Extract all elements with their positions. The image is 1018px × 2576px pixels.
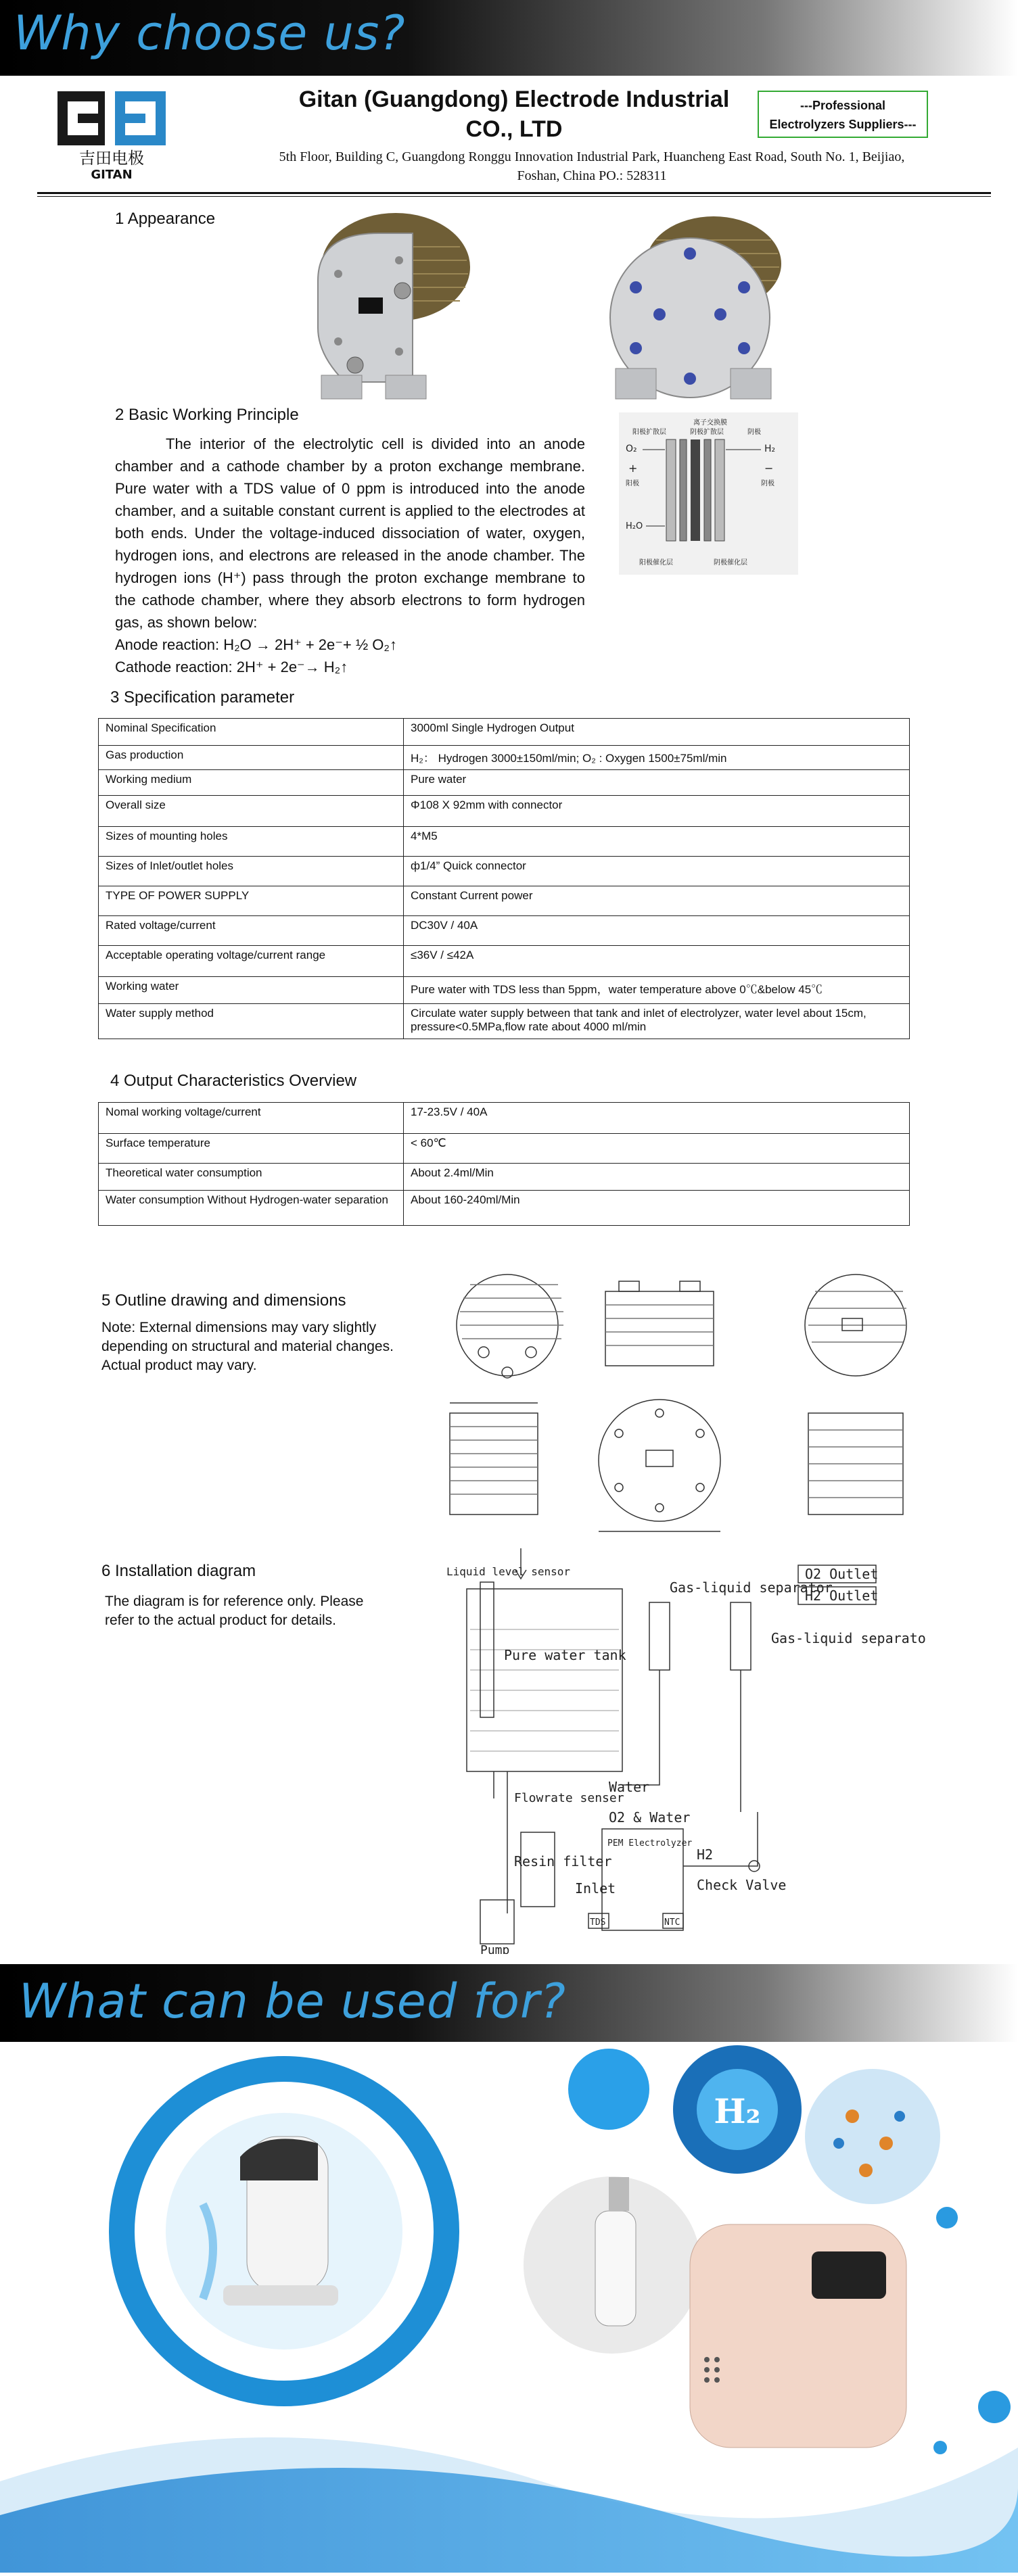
- diagram-label-cathode-catalyst: 阴极催化层: [714, 559, 747, 567]
- top-banner: [0, 0, 1018, 76]
- spec-table: [98, 718, 910, 1039]
- outline-note: Note: External dimensions may vary slightly depending on structural and material changes. Actual product may vary.: [101, 1320, 394, 1373]
- outline-top-dim-view: [599, 1400, 720, 1531]
- spec-label: Water supply method: [99, 1004, 404, 1039]
- electrolyzer-back-image: [595, 206, 798, 409]
- spec-row: [99, 746, 910, 770]
- spec-row: [99, 977, 910, 1004]
- diagram-label-cathode-diffusion: 阴极扩散层: [690, 429, 724, 436]
- spec-heading: 3 Specification parameter: [110, 688, 295, 707]
- diagram-label-anode-diffusion: 阳极扩散层: [632, 429, 666, 436]
- usage-illustration: [0, 2042, 1018, 2573]
- output-label: Water consumption Without Hydrogen-water separation: [99, 1191, 404, 1226]
- spec-row: [99, 770, 910, 796]
- output-value: About 160-240ml/Min: [404, 1191, 910, 1226]
- install-heading: 6 Installation diagram: [101, 1562, 256, 1580]
- badge-line2: Electrolyzers Suppliers---: [769, 118, 917, 131]
- hydrogen-generator-image: [690, 2224, 906, 2448]
- spec-value: ≤36V / ≤42A: [404, 946, 910, 977]
- diagram-label-cathode: 阴极: [761, 480, 774, 487]
- outline-drawings: [443, 1258, 930, 1542]
- usage-banner-title: What can be used for?: [19, 1974, 566, 2029]
- outline-iso-view-1: [457, 1274, 563, 1378]
- h2-icon-label: H₂: [714, 2091, 761, 2131]
- small-blue-circle: [568, 2049, 649, 2130]
- logo-text: 吉田电极: [79, 149, 144, 168]
- label-h2-outlet: H2 Outlet: [805, 1588, 879, 1604]
- molecule-circle: [805, 2069, 940, 2204]
- label-check-valve: Check Valve: [697, 1877, 787, 1893]
- label-tds: TDS: [590, 1917, 606, 1928]
- principle-heading: 2 Basic Working Principle: [115, 406, 299, 424]
- spec-row: [99, 796, 910, 827]
- label-pure-water-tank: Pure water tank: [504, 1647, 626, 1663]
- diagram-label-minus: −: [764, 462, 774, 475]
- label-inlet: Inlet: [575, 1880, 616, 1897]
- spec-value: ф1/4” Quick connector: [404, 857, 910, 886]
- electrolyzer-front-image: [291, 206, 494, 409]
- spec-value: Constant Current power: [404, 886, 910, 916]
- banner-title: Why choose us?: [14, 5, 406, 61]
- spec-row: [99, 827, 910, 857]
- output-heading: 4 Output Characteristics Overview: [110, 1072, 357, 1090]
- output-row: [99, 1191, 910, 1226]
- header-divider-thin: [37, 196, 991, 197]
- label-liquid-level-sensor: Liquid level sensor: [446, 1565, 571, 1578]
- anode-reaction: Anode reaction: H₂O → 2H⁺ + 2e⁻+ ½ O₂↑: [115, 636, 397, 653]
- label-gas-liquid-separator-1: Gas-liquid separator: [670, 1579, 833, 1596]
- output-row: [99, 1134, 910, 1164]
- install-note: The diagram is for reference only. Please refer to the actual product for details.: [105, 1594, 364, 1628]
- output-table: [98, 1102, 910, 1226]
- outline-end-dim-view: [808, 1413, 903, 1514]
- diagram-label-o2: O₂: [626, 444, 637, 454]
- label-pem-electrolyzer: PEM Electrolyzer: [607, 1838, 693, 1848]
- spec-value: H₂： Hydrogen 3000±150ml/min; O₂ : Oxygen 1500±75ml/min: [404, 746, 910, 770]
- outline-heading: 5 Outline drawing and dimensions: [101, 1291, 346, 1310]
- diagram-label-cathode-top: 阴极: [747, 429, 761, 436]
- spec-row: [99, 719, 910, 746]
- output-value: About 2.4ml/Min: [404, 1164, 910, 1191]
- diagram-label-anode-catalyst: 阳极催化层: [639, 559, 673, 567]
- label-water: Water: [609, 1779, 650, 1795]
- diagram-label-plus: +: [628, 462, 638, 475]
- spec-label: Gas production: [99, 746, 404, 770]
- working-principle-diagram: [619, 412, 798, 575]
- spec-row: [99, 916, 910, 946]
- spec-label: Working medium: [99, 770, 404, 796]
- spec-value: Circulate water supply between that tank and inlet of electrolyzer, water level about 15cm, pressure<0.5MPa,flow rate about 4000 ml/min: [404, 1004, 910, 1039]
- label-flowrate-sensor: Flowrate senser: [514, 1791, 624, 1805]
- spec-row: [99, 946, 910, 977]
- output-label: Nomal working voltage/current: [99, 1103, 404, 1134]
- spec-row: [99, 1004, 910, 1039]
- spec-row: [99, 857, 910, 886]
- spec-label: Nominal Specification: [99, 719, 404, 746]
- company-name-line1: Gitan (Guangdong) Electrode Industrial: [298, 87, 730, 112]
- spec-label: Working water: [99, 977, 404, 1004]
- output-label: Theoretical water consumption: [99, 1164, 404, 1191]
- outline-iso-view-2: [805, 1274, 906, 1376]
- output-value: 17-23.5V / 40A: [404, 1103, 910, 1134]
- spec-label: TYPE OF POWER SUPPLY: [99, 886, 404, 916]
- spec-value: DC30V / 40A: [404, 916, 910, 946]
- output-label: Surface temperature: [99, 1134, 404, 1164]
- address-line1: 5th Floor, Building C, Guangdong Ronggu Innovation Industrial Park, Huancheng East Road, South No. 1, Beijiao,: [279, 149, 905, 164]
- diagram-label-h2o: H₂O: [626, 521, 643, 531]
- outline-side-view: [605, 1281, 714, 1366]
- spec-label: Overall size: [99, 796, 404, 827]
- label-o2-water: O2 & Water: [609, 1809, 691, 1826]
- principle-paragraph: [115, 433, 585, 678]
- label-resin-filter: Resin filter: [514, 1853, 612, 1869]
- spec-value: Pure water with TDS less than 5ppm，water temperature above 0℃&below 45℃: [404, 977, 910, 1004]
- output-row: [99, 1103, 910, 1134]
- spec-value: 4*M5: [404, 827, 910, 857]
- header-divider: [37, 192, 991, 194]
- company-name: [284, 85, 744, 144]
- label-pump: Pump: [480, 1943, 510, 1954]
- installation-diagram: [440, 1548, 927, 1954]
- logo-subtext: GITAN: [91, 168, 133, 182]
- label-ntc: NTC: [664, 1917, 680, 1928]
- label-h2: H2: [697, 1846, 714, 1863]
- supplier-badge: [758, 91, 928, 138]
- cathode-reaction: Cathode reaction: 2H⁺ + 2e⁻→ H₂↑: [115, 659, 348, 675]
- spec-value: 3000ml Single Hydrogen Output: [404, 719, 910, 746]
- diagram-label-membrane: 离子交换膜: [693, 419, 727, 427]
- spec-label: Rated voltage/current: [99, 916, 404, 946]
- badge-line1: ---Professional: [800, 99, 886, 112]
- company-address: [203, 147, 981, 185]
- label-o2-outlet: O2 Outlet: [805, 1566, 879, 1582]
- output-value: < 60℃: [404, 1134, 910, 1164]
- address-line2: Foshan, China PO.: 528311: [517, 168, 667, 183]
- spec-value: Φ108 X 92mm with connector: [404, 796, 910, 827]
- label-gas-liquid-separator-2: Gas-liquid separator: [771, 1630, 927, 1646]
- spec-label: Sizes of Inlet/outlet holes: [99, 857, 404, 886]
- diagram-label-h2: H₂: [764, 444, 776, 454]
- company-logo: [54, 88, 169, 183]
- company-name-line2: CO., LTD: [465, 116, 563, 142]
- principle-text: The interior of the electrolytic cell is divided into an anode chamber and a cathode chamber by a proton exchange membrane. Pure water with a TDS value of 0 ppm is introduced into the anode chamber, and a suitable constant current is applied to the electrodes at both ends. Under the voltage-induced dissociation of water, oxygen, hydrogen ions, and electrons are released in the anode chamber. The hydrogen ions (H⁺) pass through the proton exchange membrane to the cathode chamber, where they absorb electrons to form hydrogen gas, as shown below:: [115, 435, 585, 631]
- usage-banner: [0, 1964, 1018, 2042]
- spec-label: Acceptable operating voltage/current range: [99, 946, 404, 977]
- spec-row: [99, 886, 910, 916]
- appearance-heading: 1 Appearance: [115, 210, 216, 228]
- spec-value: Pure water: [404, 770, 910, 796]
- diagram-label-anode: 阳极: [626, 480, 639, 487]
- output-row: [99, 1164, 910, 1191]
- spec-label: Sizes of mounting holes: [99, 827, 404, 857]
- outline-front-dim-view: [450, 1403, 538, 1514]
